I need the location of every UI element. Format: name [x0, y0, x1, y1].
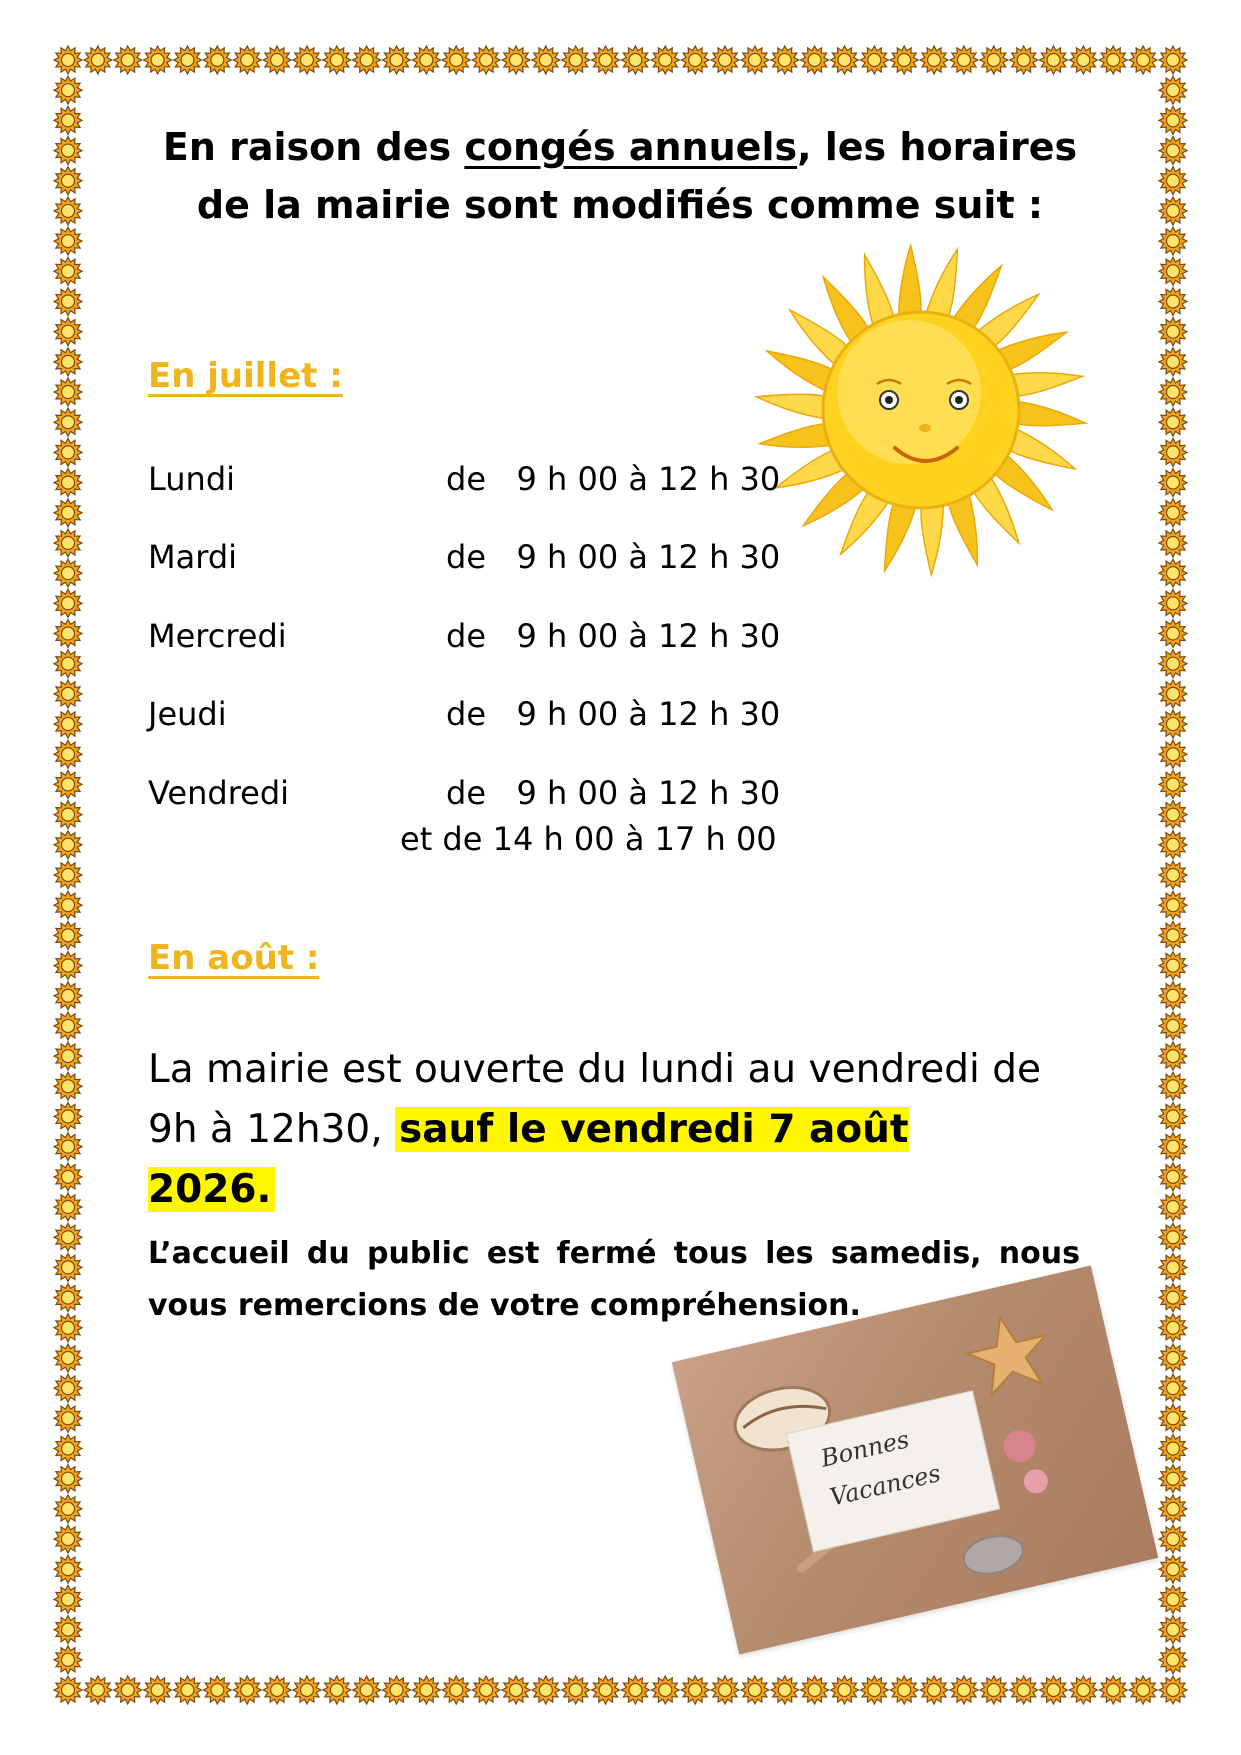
border-sun-icon: [54, 620, 82, 648]
border-sun-icon: [54, 167, 82, 195]
border-sun-icon: [801, 46, 829, 74]
border-sun-icon: [54, 1646, 82, 1674]
border-sun-icon: [54, 499, 82, 527]
border-sun-icon: [621, 1676, 649, 1704]
border-sun-icon: [1159, 1133, 1187, 1161]
border-sun-icon: [323, 1676, 351, 1704]
border-sun-icon: [1010, 1676, 1038, 1704]
border-sun-icon: [1159, 227, 1187, 255]
border-sun-icon: [502, 46, 530, 74]
border-sun-icon: [54, 1585, 82, 1613]
border-sun-icon: [54, 137, 82, 165]
border-sun-icon: [54, 891, 82, 919]
border-sun-icon: [1159, 1284, 1187, 1312]
border-sun-icon: [54, 257, 82, 285]
border-sun-icon: [383, 1676, 411, 1704]
border-sun-icon: [1159, 438, 1187, 466]
border-sun-icon: [1159, 740, 1187, 768]
border-sun-icon: [54, 1495, 82, 1523]
border-sun-icon: [353, 46, 381, 74]
border-sun-icon: [54, 770, 82, 798]
border-sun-icon: [54, 288, 82, 316]
border-sun-icon: [54, 831, 82, 859]
border-sun-icon: [950, 46, 978, 74]
border-sun-icon: [801, 1676, 829, 1704]
border-sun-icon: [54, 529, 82, 557]
border-sun-icon: [54, 982, 82, 1010]
border-sun-icon: [890, 1676, 918, 1704]
border-sun-icon: [860, 1676, 888, 1704]
border-sun-icon: [54, 76, 82, 104]
border-sun-icon: [980, 46, 1008, 74]
border-sun-icon: [1159, 499, 1187, 527]
border-sun-icon: [532, 46, 560, 74]
border-sun-icon: [114, 46, 142, 74]
border-sun-icon: [771, 1676, 799, 1704]
border-sun-icon: [1159, 770, 1187, 798]
border-sun-icon: [920, 1676, 948, 1704]
border-sun-icon: [54, 197, 82, 225]
border-sun-icon: [651, 1676, 679, 1704]
border-sun-icon: [203, 46, 231, 74]
august-text: La mairie est ouverte du lundi au vendredi de 9h à 12h30, sauf le vendredi 7 août 2026.: [148, 1047, 1041, 1212]
border-sun-icon: [383, 46, 411, 74]
border-sun-icon: [1069, 1676, 1097, 1704]
border-sun-icon: [980, 1676, 1008, 1704]
border-sun-icon: [54, 710, 82, 738]
border-sun-icon: [681, 1676, 709, 1704]
border-sun-icon: [1159, 1344, 1187, 1372]
july-hours-tuesday: de 9 h 00 à 12 h 30: [446, 538, 781, 576]
border-sun-icon: [771, 46, 799, 74]
border-sun-icon: [1159, 1404, 1187, 1432]
border-sun-icon: [54, 1193, 82, 1221]
border-sun-icon: [323, 46, 351, 74]
border-sun-icon: [54, 1555, 82, 1583]
border-sun-icon: [831, 1676, 859, 1704]
border-sun-icon: [54, 46, 82, 74]
border-sun-icon: [1159, 1374, 1187, 1402]
border-sun-icon: [950, 1676, 978, 1704]
border-sun-icon: [54, 1103, 82, 1131]
border-sun-icon: [114, 1676, 142, 1704]
border-sun-icon: [263, 46, 291, 74]
border-sun-icon: [54, 1253, 82, 1281]
border-sun-icon: [1159, 288, 1187, 316]
july-hours-monday: de 9 h 00 à 12 h 30: [446, 460, 781, 498]
border-sun-icon: [54, 1072, 82, 1100]
border-sun-icon: [711, 1676, 739, 1704]
border-sun-icon: [1159, 529, 1187, 557]
border-sun-icon: [412, 46, 440, 74]
border-sun-icon: [1159, 1435, 1187, 1463]
page-title: En raison des congés annuels, les horaires de la mairie sont modifiés comme suit :: [162, 125, 1078, 227]
border-sun-icon: [741, 1676, 769, 1704]
border-sun-icon: [54, 740, 82, 768]
border-sun-icon: [54, 1133, 82, 1161]
border-sun-icon: [54, 1404, 82, 1432]
border-sun-icon: [1129, 1676, 1157, 1704]
border-sun-icon: [54, 1465, 82, 1493]
border-sun-icon: [54, 469, 82, 497]
border-sun-icon: [1159, 559, 1187, 587]
border-sun-icon: [1159, 1253, 1187, 1281]
border-sun-icon: [54, 1616, 82, 1644]
border-sun-icon: [1159, 106, 1187, 134]
border-sun-icon: [54, 1525, 82, 1553]
july-hours-thursday: de 9 h 00 à 12 h 30: [446, 695, 781, 733]
border-sun-icon: [174, 1676, 202, 1704]
border-sun-icon: [54, 921, 82, 949]
july-day-wednesday: Mercredi: [148, 617, 287, 655]
border-sun-icon: [54, 801, 82, 829]
border-sun-icon: [1159, 1646, 1187, 1674]
border-sun-icon: [54, 438, 82, 466]
august-highlight: sauf le vendredi 7 août 2026.: [148, 1107, 909, 1212]
border-sun-icon: [592, 1676, 620, 1704]
border-sun-icon: [54, 650, 82, 678]
card-line-2: Vacances: [827, 1459, 944, 1512]
closing-note: L’accueil du public est fermé tous les samedis, nous vous remercions de votre compréhension.: [148, 1236, 1080, 1323]
border-sun-icon: [54, 589, 82, 617]
july-hours-friday-afternoon: et de 14 h 00 à 17 h 00: [400, 820, 777, 858]
border-sun-icon: [681, 46, 709, 74]
border-sun-icon: [1159, 378, 1187, 406]
border-sun-icon: [1159, 137, 1187, 165]
border-sun-icon: [1159, 801, 1187, 829]
border-sun-icon: [1159, 680, 1187, 708]
border-sun-icon: [54, 318, 82, 346]
border-sun-icon: [1159, 952, 1187, 980]
border-sun-icon: [203, 1676, 231, 1704]
border-sun-icon: [1129, 46, 1157, 74]
border-sun-icon: [353, 1676, 381, 1704]
border-sun-icon: [54, 106, 82, 134]
border-sun-icon: [1159, 348, 1187, 376]
border-sun-icon: [54, 1012, 82, 1040]
border-sun-icon: [1159, 1676, 1187, 1704]
border-sun-icon: [144, 1676, 172, 1704]
border-sun-icon: [1159, 861, 1187, 889]
july-hours-wednesday: de 9 h 00 à 12 h 30: [446, 617, 781, 655]
border-sun-icon: [1159, 318, 1187, 346]
border-sun-icon: [1159, 1072, 1187, 1100]
border-sun-icon: [293, 46, 321, 74]
july-day-monday: Lundi: [148, 460, 236, 498]
border-sun-icon: [263, 1676, 291, 1704]
border-sun-icon: [54, 1284, 82, 1312]
border-sun-icon: [1159, 257, 1187, 285]
border-sun-icon: [1159, 1616, 1187, 1644]
border-sun-icon: [84, 46, 112, 74]
border-sun-icon: [1159, 1042, 1187, 1070]
border-sun-icon: [890, 46, 918, 74]
border-sun-icon: [233, 1676, 261, 1704]
border-sun-icon: [54, 1374, 82, 1402]
border-sun-icon: [1159, 469, 1187, 497]
july-day-thursday: Jeudi: [148, 695, 227, 733]
border-sun-icon: [1159, 197, 1187, 225]
border-sun-icon: [174, 46, 202, 74]
border-sun-icon: [54, 378, 82, 406]
border-sun-icon: [54, 1223, 82, 1251]
border-sun-icon: [1159, 1585, 1187, 1613]
august-heading: En août :: [148, 938, 320, 978]
border-sun-icon: [144, 46, 172, 74]
border-sun-icon: [54, 1435, 82, 1463]
july-hours-friday: de 9 h 00 à 12 h 30: [446, 774, 781, 812]
border-sun-icon: [711, 46, 739, 74]
border-sun-icon: [1159, 46, 1187, 74]
border-sun-icon: [472, 46, 500, 74]
border-sun-icon: [1099, 1676, 1127, 1704]
border-sun-icon: [1159, 76, 1187, 104]
border-sun-icon: [1159, 1555, 1187, 1583]
border-sun-icon: [1159, 1465, 1187, 1493]
border-sun-icon: [592, 46, 620, 74]
border-sun-icon: [1159, 1525, 1187, 1553]
border-sun-icon: [442, 1676, 470, 1704]
border-sun-icon: [1159, 982, 1187, 1010]
border-sun-icon: [442, 46, 470, 74]
border-sun-icon: [741, 46, 769, 74]
border-sun-icon: [1099, 46, 1127, 74]
border-sun-icon: [1159, 408, 1187, 436]
border-sun-icon: [562, 46, 590, 74]
border-sun-icon: [54, 559, 82, 587]
border-sun-icon: [1159, 1012, 1187, 1040]
border-sun-icon: [1159, 831, 1187, 859]
border-sun-icon: [920, 46, 948, 74]
border-sun-icon: [84, 1676, 112, 1704]
border-sun-icon: [1159, 1314, 1187, 1342]
border-sun-icon: [1159, 1193, 1187, 1221]
border-sun-icon: [54, 1163, 82, 1191]
border-sun-icon: [532, 1676, 560, 1704]
border-sun-icon: [54, 408, 82, 436]
border-sun-icon: [1040, 46, 1068, 74]
border-sun-icon: [621, 46, 649, 74]
border-sun-icon: [1159, 891, 1187, 919]
border-sun-icon: [1159, 167, 1187, 195]
border-sun-icon: [54, 1344, 82, 1372]
border-sun-icon: [1040, 1676, 1068, 1704]
border-sun-icon: [1159, 1223, 1187, 1251]
july-day-tuesday: Mardi: [148, 538, 238, 576]
card-line-1: Bonnes: [818, 1425, 912, 1473]
border-sun-icon: [502, 1676, 530, 1704]
border-sun-icon: [562, 1676, 590, 1704]
smiling-sun-icon: [746, 235, 1096, 585]
july-day-friday: Vendredi: [148, 774, 290, 812]
border-sun-icon: [54, 1042, 82, 1070]
border-sun-icon: [1159, 1163, 1187, 1191]
border-sun-icon: [1159, 921, 1187, 949]
border-sun-icon: [472, 1676, 500, 1704]
border-sun-icon: [860, 46, 888, 74]
border-sun-icon: [1159, 620, 1187, 648]
border-sun-icon: [54, 348, 82, 376]
border-sun-icon: [1010, 46, 1038, 74]
border-sun-icon: [651, 46, 679, 74]
border-sun-icon: [1069, 46, 1097, 74]
border-sun-icon: [1159, 1495, 1187, 1523]
border-sun-icon: [54, 861, 82, 889]
border-sun-icon: [1159, 589, 1187, 617]
border-sun-icon: [1159, 650, 1187, 678]
border-sun-icon: [233, 46, 261, 74]
border-sun-icon: [54, 952, 82, 980]
border-sun-icon: [54, 1676, 82, 1704]
border-sun-icon: [54, 227, 82, 255]
border-sun-icon: [831, 46, 859, 74]
july-heading: En juillet :: [148, 356, 343, 396]
border-sun-icon: [412, 1676, 440, 1704]
border-sun-icon: [54, 680, 82, 708]
border-sun-icon: [1159, 710, 1187, 738]
border-sun-icon: [293, 1676, 321, 1704]
border-sun-icon: [54, 1314, 82, 1342]
border-sun-icon: [1159, 1103, 1187, 1131]
